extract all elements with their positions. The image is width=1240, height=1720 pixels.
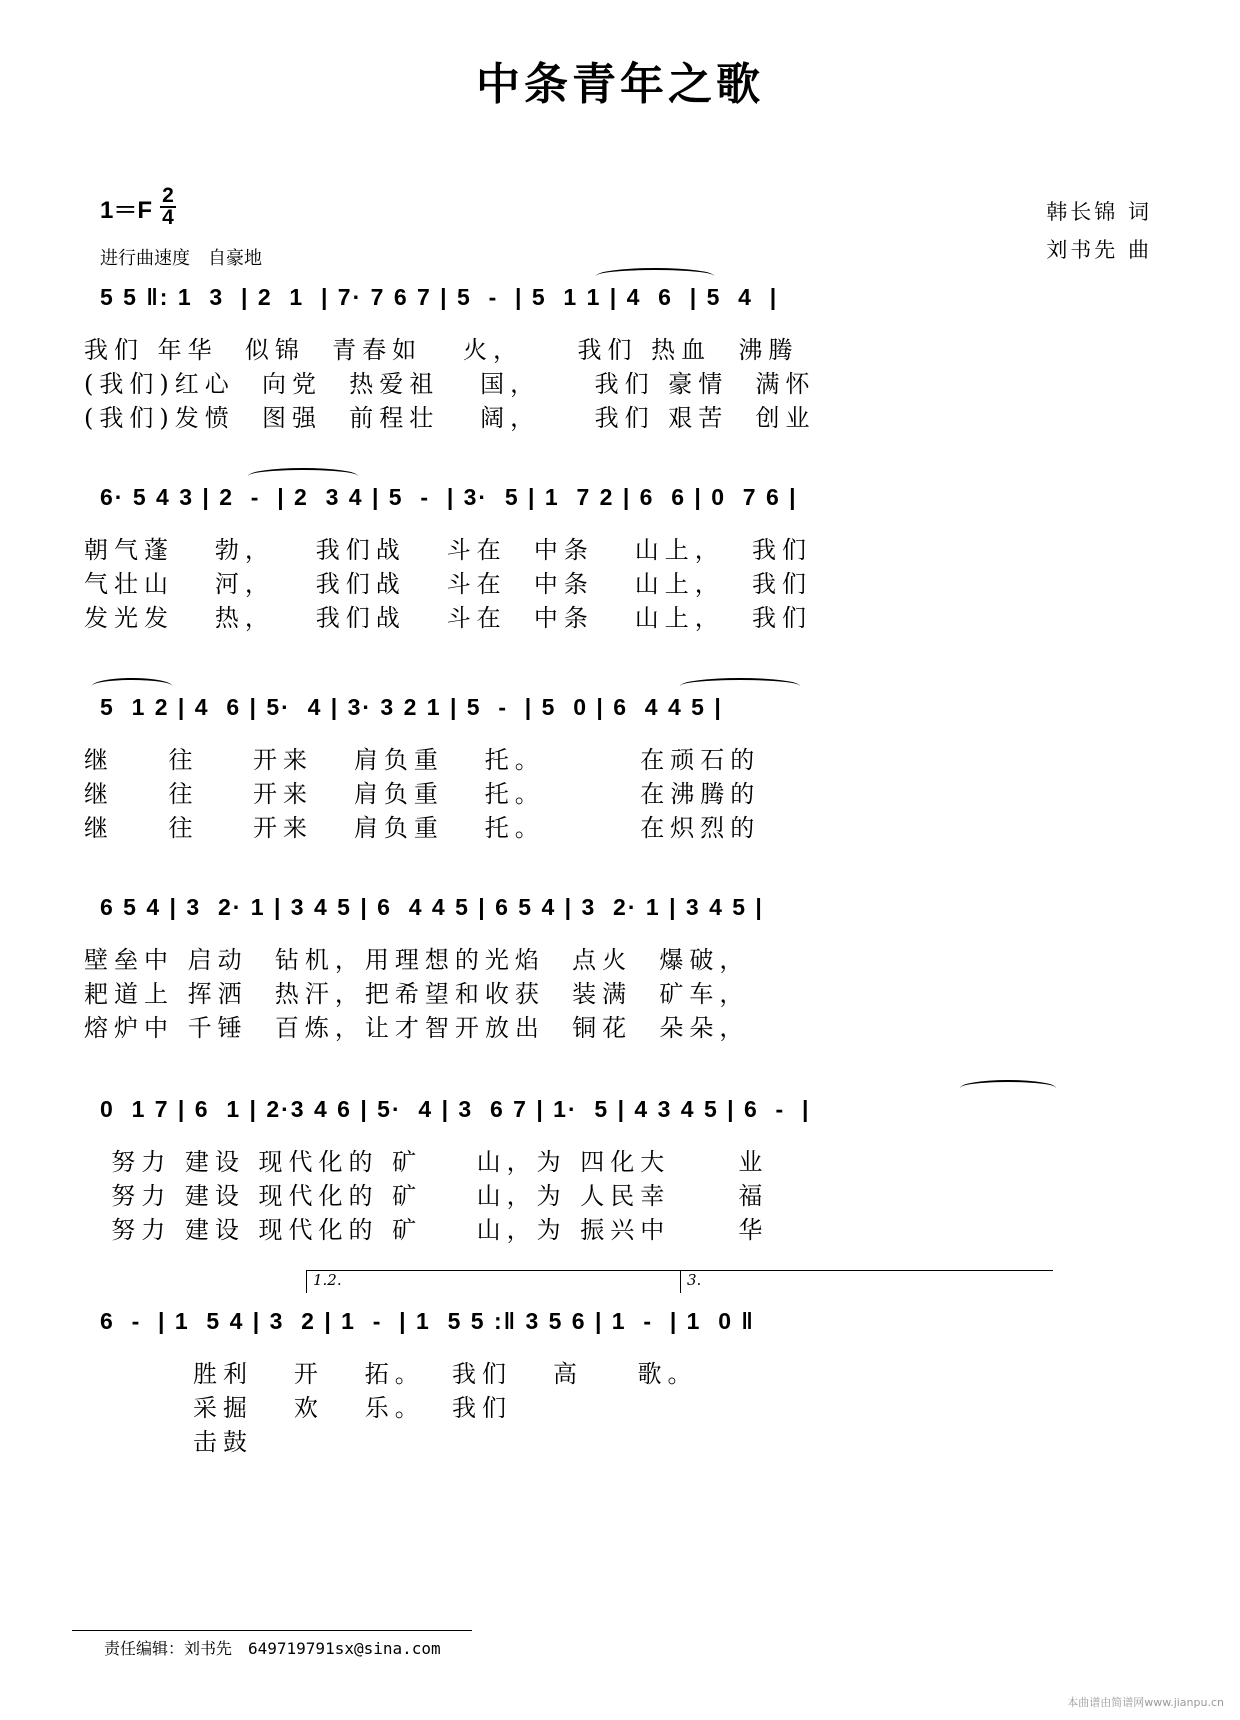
tie-mark: [960, 1080, 1056, 1096]
volta-bracket-2: 3.: [680, 1270, 1053, 1293]
lyric-verse-3: 发光发 热， 我们战 斗在 中条 山上， 我们: [84, 604, 813, 632]
lyric-verse-3: 击鼓: [84, 1428, 254, 1456]
lyric-verse-1: 胜利 开 拓。 我们 高 歌。: [84, 1360, 698, 1388]
music-system-2: [0, 470, 1240, 630]
lyric-verse-3: (我们)发愤 图强 前程壮 阔， 我们 艰苦 创业: [84, 404, 816, 432]
slur-mark: [92, 678, 172, 694]
notation-line: 5 1 2 | 4 6 | 5· 4 | 3· 3 2 1 | 5 - | 5 0 | 6 4 4 5 |: [100, 694, 723, 720]
time-signature-bottom: 4: [162, 206, 174, 229]
music-system-3: [0, 680, 1240, 840]
lyricist-credit: 韩长锦 词: [1046, 200, 1152, 224]
song-title: 中条青年之歌: [476, 59, 764, 110]
lyric-verse-1: 继 往 开来 肩负重 托。 在顽石的: [84, 746, 761, 774]
editor-credit: 责任编辑：刘书先 649719791sx@sina.com: [104, 1639, 441, 1658]
lyric-verse-3: 继 往 开来 肩负重 托。 在炽烈的: [84, 814, 761, 842]
tie-mark: [680, 678, 800, 694]
lyric-verse-2: (我们)红心 向党 热爱祖 国， 我们 豪情 满怀: [84, 370, 816, 398]
tie-mark: [596, 268, 714, 284]
notation-line: 6 - | 1 5 4 | 3 2 | 1 - | 1 5 5 :‖ 3 5 6 | 1 - | 1 0 ‖: [100, 1308, 755, 1334]
composer-credit: 刘书先 曲: [1046, 238, 1152, 262]
lyric-verse-3: 努力 建设 现代化的 矿 山，为 振兴中 华: [84, 1216, 769, 1244]
lyric-verse-2: 耙道上 挥洒 热汗，把希望和收获 装满 矿车，: [84, 980, 750, 1008]
notation-line: 6 5 4 | 3 2· 1 | 3 4 5 | 6 4 4 5 | 6 5 4 | 3 2· 1 | 3 4 5 |: [100, 894, 764, 920]
footer-divider: [72, 1630, 472, 1631]
music-system-5: [0, 1082, 1240, 1242]
music-system-4: [0, 880, 1240, 1040]
volta-bracket-1: 1.2.: [306, 1270, 683, 1293]
notation-line: 5 5 ‖: 1 3 | 2 1 | 7· 7 6 7 | 5 - | 5 1 1 | 4 6 | 5 4 |: [100, 284, 779, 310]
lyric-verse-2: 继 往 开来 肩负重 托。 在沸腾的: [84, 780, 761, 808]
lyric-verse-1: 我们 年华 似锦 青春如 火， 我们 热血 沸腾: [84, 336, 799, 364]
time-signature: [160, 186, 176, 228]
music-system-1: [0, 270, 1240, 430]
site-watermark: 本曲谱由简谱网www.jianpu.cn: [1067, 1696, 1224, 1709]
lyric-verse-1: 壁垒中 启动 钻机，用理想的光焰 点火 爆破，: [84, 946, 750, 974]
notation-line: 0 1 7 | 6 1 | 2·3 4 6 | 5· 4 | 3 6 7 | 1· 5 | 4 3 4 5 | 6 - |: [100, 1096, 811, 1122]
key-signature: 1＝F: [100, 196, 153, 224]
lyric-verse-3: 熔炉中 千锤 百炼，让才智开放出 铜花 朵朵，: [84, 1014, 750, 1042]
lyric-verse-2: 采掘 欢 乐。 我们: [84, 1394, 513, 1422]
music-system-6: [0, 1271, 1240, 1456]
tie-mark: [248, 468, 358, 484]
time-signature-top: 2: [162, 184, 174, 207]
lyric-verse-1: 朝气蓬 勃， 我们战 斗在 中条 山上， 我们: [84, 536, 813, 564]
lyric-verse-2: 努力 建设 现代化的 矿 山，为 人民幸 福: [84, 1182, 769, 1210]
lyric-verse-1: 努力 建设 现代化的 矿 山，为 四化大 业: [84, 1148, 769, 1176]
tempo-marking: 进行曲速度 自豪地: [100, 248, 262, 269]
key-time-signature: [100, 186, 176, 228]
notation-line: 6· 5 4 3 | 2 - | 2 3 4 | 5 - | 3· 5 | 1 7 2 | 6 6 | 0 7 6 |: [100, 484, 798, 510]
lyric-verse-2: 气壮山 河， 我们战 斗在 中条 山上， 我们: [84, 570, 813, 598]
